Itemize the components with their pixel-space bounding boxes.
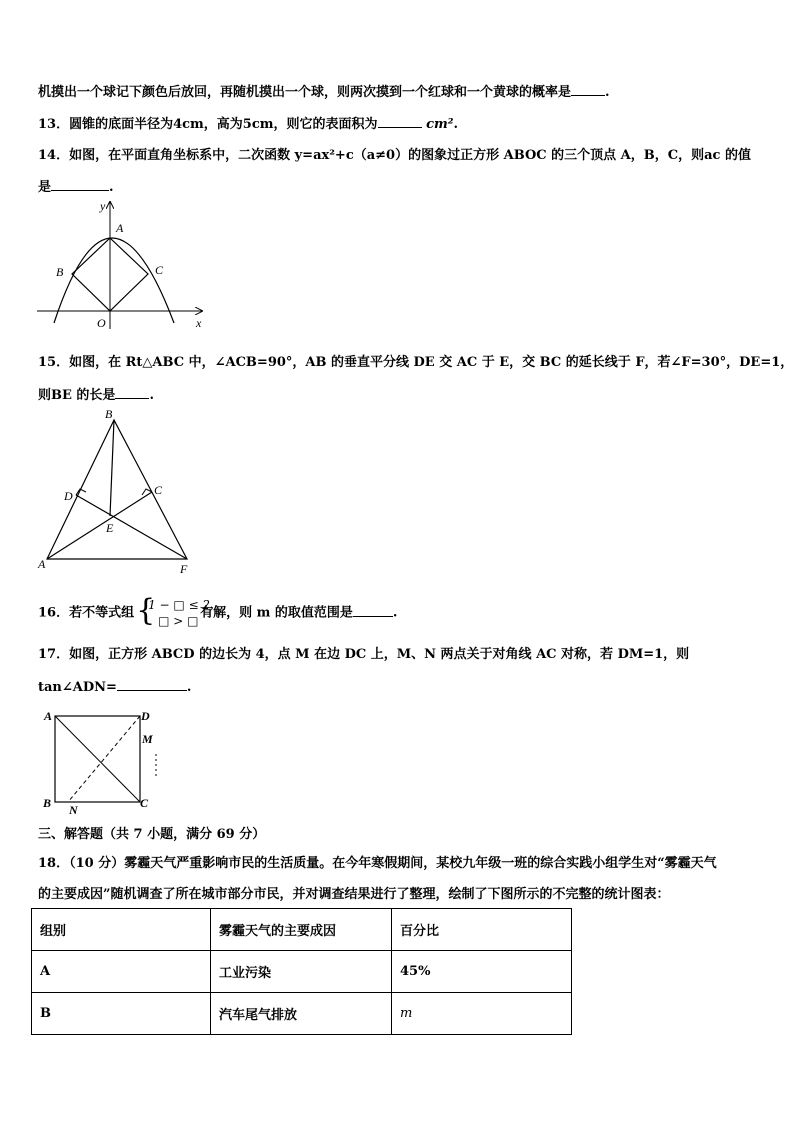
table-cell: m: [392, 993, 572, 1035]
label-B: B: [56, 265, 64, 279]
q14-line1: [38, 147, 751, 165]
q13-unit: cm²: [426, 117, 454, 132]
q12-answer-blank[interactable]: [571, 83, 605, 96]
q18-line1: [38, 855, 717, 873]
q15-line1: [38, 354, 793, 372]
table-cell: 工业污染: [211, 951, 392, 993]
q15-text: 15．如图，在 Rt△ABC 中，∠ACB=90°，AB 的垂直平分线 DE 交 AC 于 E，交 BC 的延长线于 F，若∠F=30°，DE=1，: [38, 355, 794, 370]
table-cell: B: [32, 993, 211, 1035]
label-B: B: [105, 407, 113, 421]
q16-line: 16．若不等式组 { 1 − □ ≤ 2, □ > □ 有解，则 m 的取值范围是 .: [38, 593, 398, 628]
diagonal-AC: [55, 716, 140, 802]
label-C: C: [154, 483, 163, 497]
table-header: 雾霾天气的主要成因: [211, 909, 392, 951]
q15-line2: 则BE 的长是 .: [38, 388, 154, 403]
q15-answer-blank[interactable]: [115, 386, 149, 399]
label-F: F: [180, 562, 188, 576]
table-cell: A: [32, 951, 211, 993]
label-x: x: [196, 316, 202, 330]
segment-BE: [110, 420, 114, 516]
table-row: [32, 951, 572, 993]
label-O: O: [97, 316, 106, 330]
label-A: A: [116, 221, 124, 235]
inequality-row-1: 1 − □ ≤ 2,: [148, 598, 214, 612]
figure-15-triangle: [34, 406, 204, 578]
inequality-system: { 1 − □ ≤ 2, □ > □: [136, 593, 214, 628]
label-A: A: [38, 557, 46, 571]
label-B: B: [43, 796, 52, 810]
q12-text: 机摸出一个球记下颜色后放回，再随机摸出一个球，则两次摸到一个红球和一个黄球的概率是: [38, 85, 572, 100]
q13-text: 13．圆锥的底面半径为4cm，高为5cm，则它的表面积为: [38, 117, 378, 132]
q18-text: 18．（10 分）雾霾天气严重影响市民的生活质量。在今年寒假期间，某校九年级一班的综合实践小组学生对“雾霾天气: [38, 856, 717, 871]
label-D: D: [64, 489, 73, 503]
table-cell: 汽车尾气排放: [211, 993, 392, 1035]
inequality-row-2: □ > □: [158, 614, 199, 628]
label-C: C: [155, 263, 164, 277]
label-N: N: [69, 803, 78, 817]
table-header-row: [32, 909, 572, 951]
label-A: A: [44, 709, 53, 723]
segment-DN: [68, 716, 140, 802]
q17-line2: tan∠ADN= .: [38, 680, 192, 695]
label-y: y: [100, 199, 106, 213]
table-header: 组别: [32, 909, 211, 951]
q13-answer-blank[interactable]: [378, 115, 422, 128]
label-C: C: [140, 796, 149, 810]
q17-answer-blank[interactable]: [117, 678, 187, 691]
label-M: M: [142, 732, 153, 746]
q12-line: 机摸出一个球记下颜色后放回，再随机摸出一个球，则两次摸到一个红球和一个黄球的概率是 .: [38, 85, 610, 100]
section-3-heading: 三、解答题（共 7 小题，满分 69 分）: [38, 827, 266, 842]
table-cell: 45%: [392, 951, 572, 993]
figure-17-square: [38, 706, 168, 818]
q17-line1: [38, 646, 689, 664]
parabola-curve: [54, 238, 174, 323]
q17-text: 17．如图，正方形 ABCD 的边长为 4，点 M 在边 DC 上，M、N 两点关于对角线 AC 对称，若 DM=1，则: [38, 647, 690, 662]
q14-answer-blank[interactable]: [51, 178, 109, 191]
q14-text: 14．如图，在平面直角坐标系中，二次函数 y=ax²+c（a≠0）的图象过正方形 ABOC 的三个顶点 A，B，C，则ac 的值: [38, 148, 751, 163]
label-D: D: [141, 709, 150, 723]
figure-14-parabola: [34, 196, 214, 336]
q18-line2: 的主要成因”随机调查了所在城市部分市民，并对调查结果进行了整理，绘制了下图所示的不完整的统计图表：: [38, 887, 670, 902]
right-angle-D: [76, 489, 86, 495]
q16-answer-blank[interactable]: [353, 604, 393, 617]
table-header: 百分比: [392, 909, 572, 951]
survey-table: [31, 908, 572, 1035]
q13-line: 13．圆锥的底面半径为4cm，高为5cm，则它的表面积为 cm².: [38, 117, 458, 132]
q14-line2: 是 .: [38, 180, 114, 195]
label-E: E: [106, 521, 114, 535]
table-row: [32, 993, 572, 1035]
q16-text: 16．若不等式组: [38, 605, 135, 621]
